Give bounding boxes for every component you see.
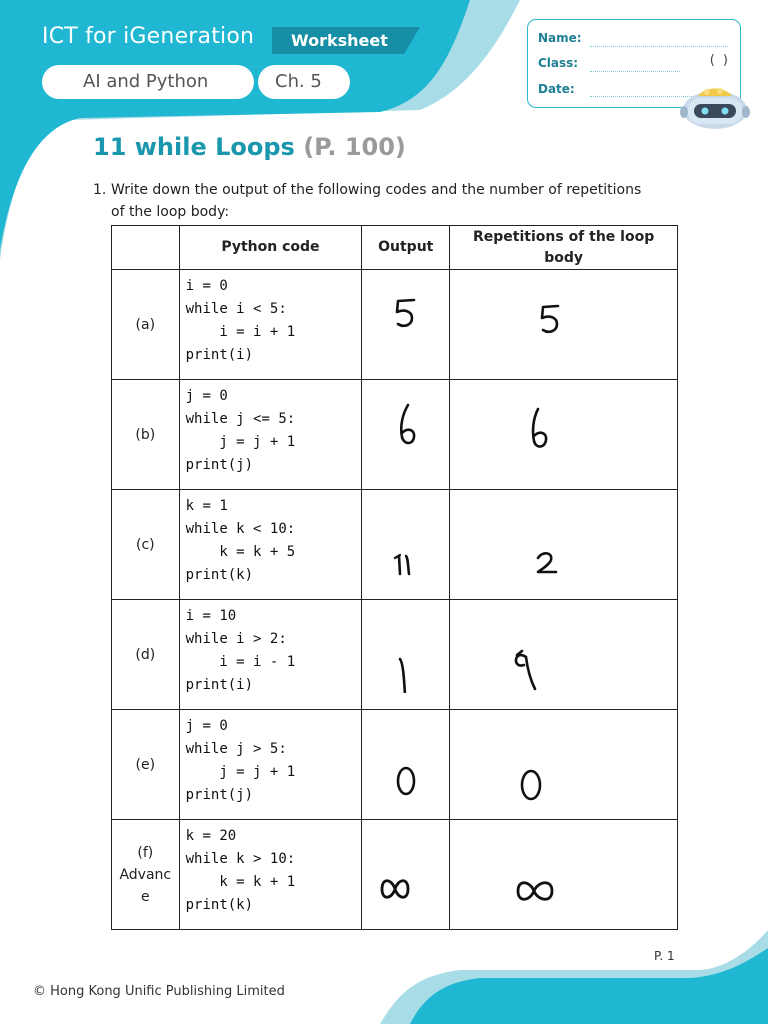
table-row [112, 270, 678, 380]
table-row [112, 490, 678, 600]
class-label: Class: [538, 56, 579, 70]
book-title-pill [42, 65, 254, 99]
name-field [590, 46, 728, 47]
row-label: (e) [112, 710, 180, 820]
robot-mascot-icon [680, 84, 750, 130]
handwritten-0-repetitions [450, 723, 652, 803]
row-label: (d) [112, 600, 180, 710]
output-answer [362, 490, 450, 600]
python-code: i = 0 while i < 5: i = i + 1 print(i) [185, 278, 296, 363]
handwritten-5-output [362, 293, 449, 353]
repetitions-answer [450, 490, 678, 600]
handwritten-2-repetitions [450, 508, 652, 578]
page-number: P. 1 [654, 949, 675, 963]
repetitions-answer [450, 600, 678, 710]
chapter-pill [258, 65, 350, 99]
handwritten-11-output [362, 508, 449, 578]
header-python-code: Python code [179, 226, 362, 270]
header-output: Output [362, 226, 450, 270]
handwritten-6-output [362, 403, 449, 463]
repetitions-answer [450, 710, 678, 820]
header-label [112, 226, 180, 270]
page-title [93, 133, 406, 161]
table-row [112, 820, 678, 930]
table-row [112, 600, 678, 710]
handwritten-0-output [362, 723, 449, 803]
row-label: (c) [112, 490, 180, 600]
class-field [590, 71, 680, 72]
page-title-main: 11 while Loops [93, 133, 295, 161]
table-header-row [112, 226, 678, 270]
table-row [112, 710, 678, 820]
handwritten-9-repetitions [450, 613, 652, 693]
row-label: (b) [112, 380, 180, 490]
output-answer [362, 270, 450, 380]
output-answer [362, 380, 450, 490]
python-code: j = 0 while j > 5: j = j + 1 print(j) [185, 718, 296, 803]
python-code: j = 0 while j <= 5: j = j + 1 print(j) [185, 388, 296, 473]
question-number: 1. [93, 182, 107, 198]
output-answer [362, 710, 450, 820]
question-text: Write down the output of the following codes and the number of repetitions of the loop body: [111, 182, 642, 220]
answer-table [111, 225, 678, 930]
python-code: k = 1 while k < 10: k = k + 5 print(k) [185, 498, 296, 583]
handwritten-6-repetitions [450, 403, 652, 463]
page-title-ref: (P. 100) [303, 133, 406, 161]
row-label: (a) [112, 270, 180, 380]
book-title: AI and Python [83, 71, 209, 92]
row-label [112, 820, 180, 930]
output-answer [362, 820, 450, 930]
handwritten-infinity-repetitions [450, 833, 652, 913]
handwritten-infinity-output [362, 833, 449, 913]
worksheet-tag-label: Worksheet [291, 31, 388, 50]
handwritten-5-repetitions [450, 293, 652, 353]
repetitions-answer [450, 820, 678, 930]
chapter-label: Ch. 5 [275, 71, 322, 92]
series-title: ICT for iGeneration [42, 24, 255, 49]
handwritten-1-output [362, 613, 449, 693]
python-code: k = 20 while k > 10: k = k + 1 print(k) [185, 828, 296, 913]
row-label-text: (f) Advanc e [119, 844, 172, 905]
header-repetitions: Repetitions of the loop body [450, 226, 678, 270]
repetitions-answer [450, 270, 678, 380]
date-label: Date: [538, 82, 575, 96]
worksheet-tag [272, 27, 420, 54]
name-label: Name: [538, 31, 582, 45]
table-row [112, 380, 678, 490]
copyright-notice: © Hong Kong Unific Publishing Limited [33, 984, 285, 999]
output-answer [362, 600, 450, 710]
python-code: i = 10 while i > 2: i = i - 1 print(i) [185, 608, 296, 693]
repetitions-answer [450, 380, 678, 490]
class-number-paren: ( ) [709, 53, 730, 68]
